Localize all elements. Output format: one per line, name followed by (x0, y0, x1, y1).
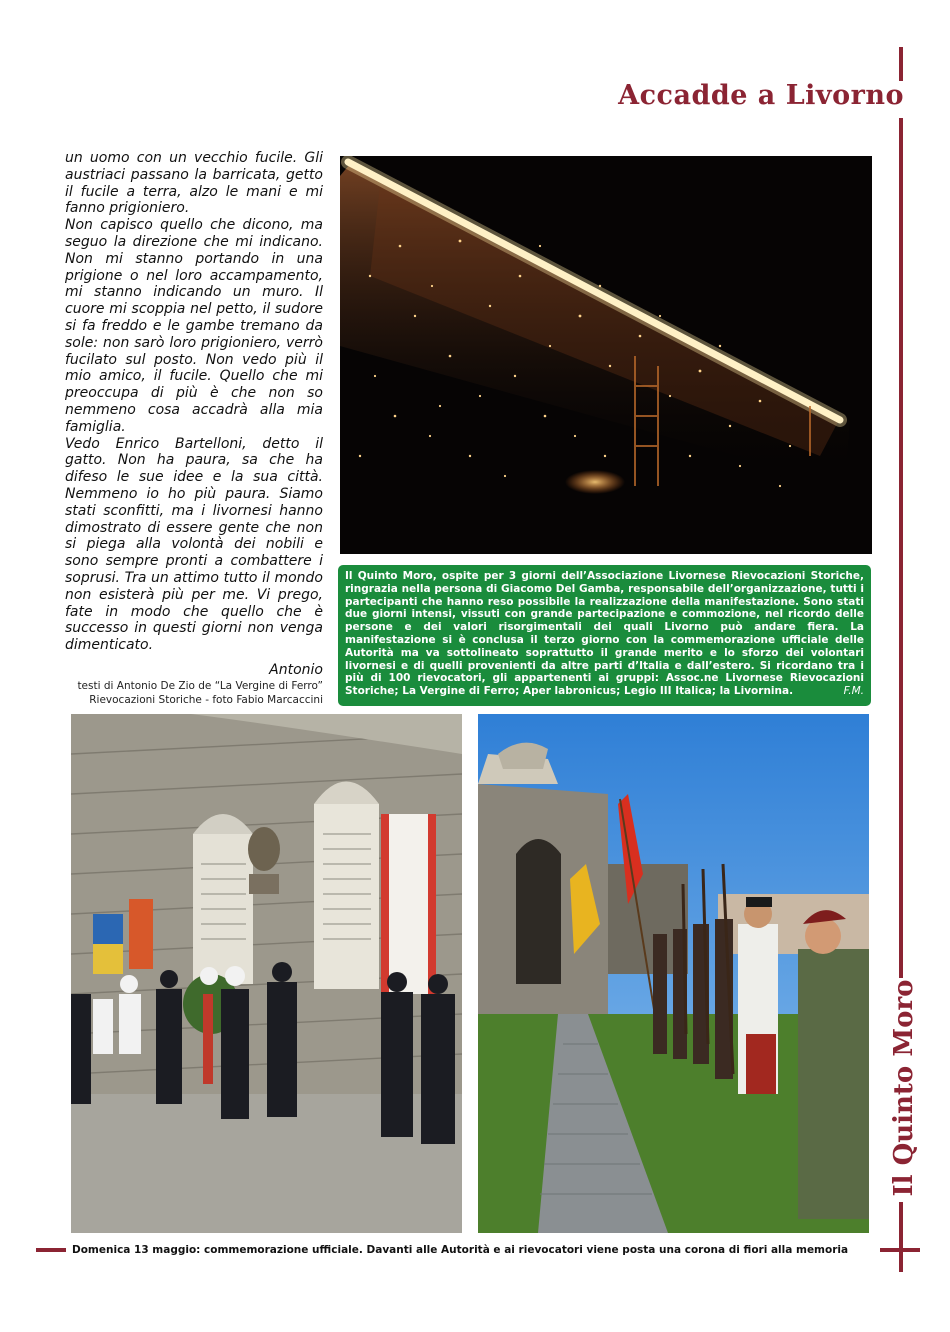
article-credits (65, 679, 323, 707)
credits-line: testi di Antonio De Zio de “La Vergine di Ferro” (77, 680, 323, 692)
caption-signature: F.M. (843, 685, 864, 698)
side-title: Il Quinto Moro (889, 979, 919, 1196)
caption-text: Il Quinto Moro, ospite per 3 giorni dell’Associazione Livornese Rievocazioni Storiche, ringrazia nella persona di Giacomo Del Gamba, responsabile dell’organizzazione, tutti i partecipanti che hanno reso possibile la realizzazione della manifestazione. Sono stati due giorni intensi, vissuti con grande partecipazione e commozione, nel ricordo delle persone e dei valori risorgimentali dei quali Livorno può andare fiera. La manifestazione si è conclusa il terzo giorno con la commemorazione ufficiale delle Autorità ma va sottolineato soprattutto il grande merito e lo sforzo dei volontari livornesi e di quelli provenienti da altre parti d’Italia e dall’estero. Si ricordano tra i più di 100 rievocatori, gli appartenenti ai gruppi: Assoc.ne Livornese Rievocazioni Storiche; La Vergine di Ferro; Aper labronicus; Legio III Italica; la Livornina. (345, 570, 864, 698)
footer-caption: Domenica 13 maggio: commemorazione ufficiale. Davanti alle Autorità e ai rievocatori viene posta una corona di fiori alla memoria (72, 1244, 849, 1256)
article-author: Antonio (269, 662, 323, 678)
article-paragraph: Non capisco quello che dicono, ma seguo la direzione che mi indicano. Non mi stanno portando in una prigione o nel loro accampamento, mi stanno indicando un muro. Il cuore mi scoppia nel petto, il sudore si fa freddo e le gambe tremano da sole: non sarò loro prigioniero, verrò fucilato sul posto. Non vedo più il mio amico, il fucile. Quello che mi preoccupa di più è che non so nemmeno cosa accadrà alla mia famiglia. (65, 217, 323, 435)
accent-bar-top (899, 47, 903, 81)
ceremony-photo (71, 714, 462, 1233)
accent-bar-bottom-right (880, 1248, 920, 1252)
article-paragraph: un uomo con un vecchio fucile. Gli austriaci passano la barricata, getto il fucile a terra, alzo le mani e mi fanno prigioniero. (65, 150, 323, 217)
caption-box (338, 565, 871, 706)
article-body (65, 150, 323, 654)
accent-bar-bottom-left (36, 1248, 66, 1252)
article-paragraph: Vedo Enrico Bartelloni, detto il gatto. Non ha paura, sa che ha difeso le sue idee e la sua città. Nemmeno io ho più paura. Siamo stati sconfitti, ma i livornesi hanno dimostrato di essere gente che non si piega alla volontà dei nobili e sono sempre pronti a combattere i soprusi. Tra un attimo tutto il mondo non esisterà più per me. Vi prego, fate in modo che quello che è successo in questi giorni non venga dimenticato. (65, 435, 323, 654)
credits-line: Rievocazioni Storiche - foto Fabio Marcaccini (89, 694, 323, 706)
reenactors-photo (478, 714, 869, 1233)
accent-bar-right (899, 118, 903, 978)
section-title: Accadde a Livorno (618, 80, 904, 111)
side-title-wrap (887, 979, 921, 1196)
fireworks-photo (340, 156, 872, 554)
accent-bar-right-lower (899, 1202, 903, 1272)
